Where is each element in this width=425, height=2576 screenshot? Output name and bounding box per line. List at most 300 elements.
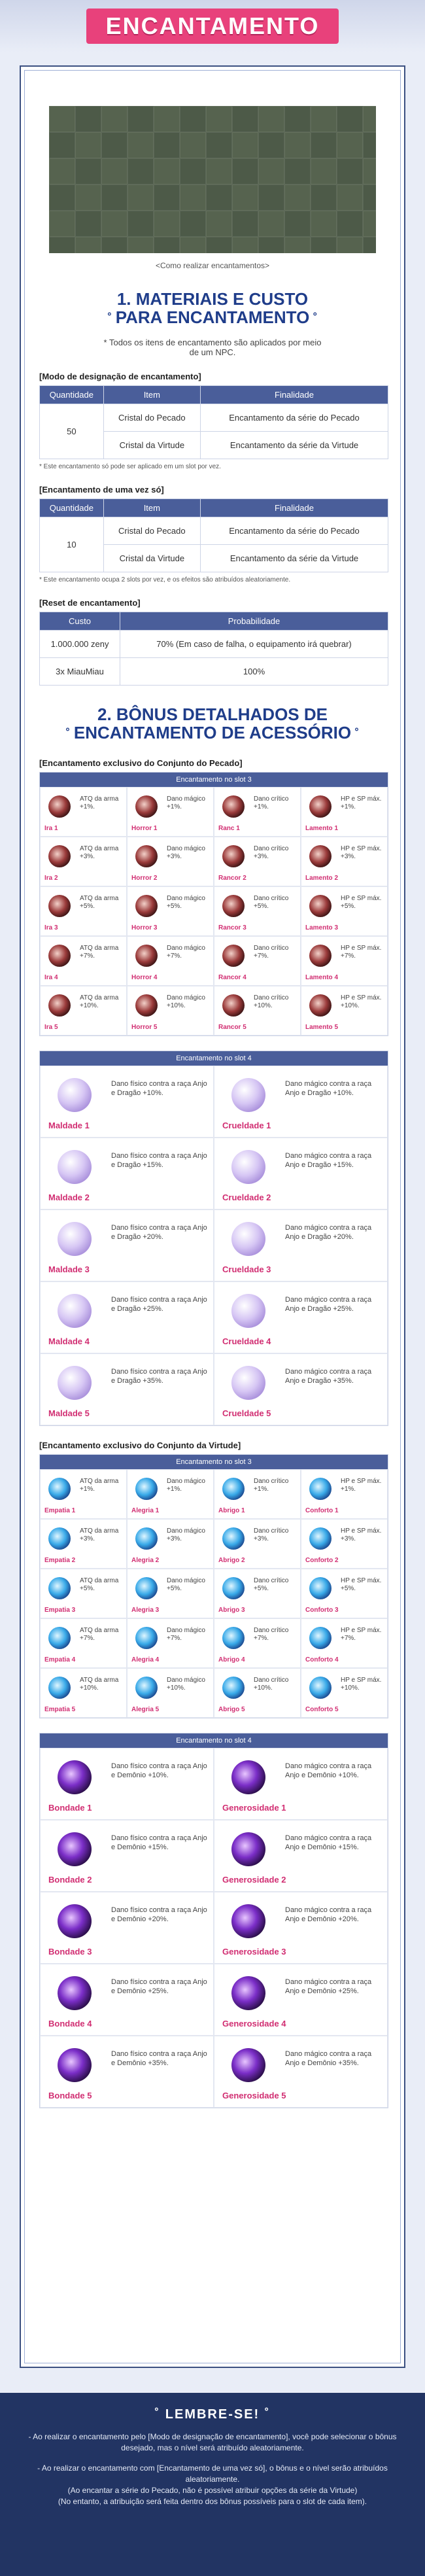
enchant-orb-icon bbox=[231, 1078, 265, 1112]
item-cell: Cristal do Pecado bbox=[103, 404, 200, 432]
enchant-name: Generosidade 4 bbox=[222, 2019, 286, 2028]
enchant-orb-icon bbox=[222, 1577, 245, 1599]
designation-heading: [Modo de designação de encantamento] bbox=[39, 372, 201, 381]
map-tile bbox=[206, 158, 232, 184]
map-tile bbox=[75, 237, 101, 253]
map-tile bbox=[258, 158, 284, 184]
enchant-orb-icon bbox=[48, 945, 71, 967]
enchant-desc: ATQ da arma +5%. bbox=[80, 895, 119, 910]
enchant-name: Crueldade 3 bbox=[222, 1264, 271, 1274]
enchant-cell bbox=[214, 986, 301, 1036]
enchant-orb-icon bbox=[135, 845, 158, 867]
enchant-orb-icon bbox=[309, 845, 332, 867]
map-tile bbox=[337, 158, 363, 184]
enchant-desc: HP e SP máx. +7%. bbox=[341, 1627, 382, 1642]
map-tile bbox=[311, 158, 337, 184]
purpose-cell: Encantamento da série da Virtude bbox=[201, 545, 388, 572]
enchant-desc: Dano mágico contra a raça Anjo e Dragão +10%. bbox=[285, 1080, 372, 1097]
enchant-cell bbox=[214, 886, 301, 936]
enchant-cell bbox=[301, 1668, 388, 1718]
enchant-desc: HP e SP máx. +5%. bbox=[341, 895, 382, 910]
star-icon: ˚ bbox=[154, 2407, 165, 2422]
section1-title-line2: PARA ENCANTAMENTO bbox=[115, 307, 310, 327]
enchant-name: Bondade 4 bbox=[48, 2019, 92, 2028]
enchant-cell bbox=[40, 1353, 214, 1425]
enchant-orb-icon bbox=[231, 1904, 265, 1938]
map-tile bbox=[49, 237, 75, 253]
item-cell: Cristal da Virtude bbox=[103, 545, 200, 572]
enchant-desc: Dano crítico +10%. bbox=[254, 994, 289, 1009]
purpose-cell: Encantamento da série do Pecado bbox=[201, 404, 388, 432]
enchant-orb-icon bbox=[231, 2048, 265, 2082]
enchant-orb-icon bbox=[309, 1627, 332, 1649]
enchant-name: Maldade 4 bbox=[48, 1336, 90, 1346]
enchant-name: Generosidade 5 bbox=[222, 2091, 286, 2100]
enchant-orb-icon bbox=[48, 1677, 71, 1699]
enchant-orb-icon bbox=[135, 795, 158, 818]
enchant-name: Crueldade 1 bbox=[222, 1121, 271, 1130]
enchant-cell bbox=[214, 1892, 388, 1964]
enchant-orb-icon bbox=[135, 1577, 158, 1599]
map-tile bbox=[337, 237, 363, 253]
enchant-cell bbox=[214, 936, 301, 986]
enchant-desc: ATQ da arma +10%. bbox=[80, 1677, 119, 1692]
enchant-orb-icon bbox=[58, 1294, 92, 1328]
enchant-orb-icon bbox=[231, 1976, 265, 2010]
enchant-desc: HP e SP máx. +5%. bbox=[341, 1577, 382, 1592]
enchant-desc: Dano mágico contra a raça Anjo e Demônio +35%. bbox=[285, 2050, 372, 2067]
enchant-cell bbox=[214, 1964, 388, 2036]
enchant-desc: HP e SP máx. +10%. bbox=[341, 1677, 382, 1692]
enchant-desc: Dano físico contra a raça Anjo e Demônio +15%. bbox=[111, 1834, 207, 1851]
page-title: ENCANTAMENTO bbox=[86, 9, 339, 44]
enchant-cell bbox=[40, 1138, 214, 1210]
enchant-orb-icon bbox=[58, 1222, 92, 1256]
enchant-desc: Dano mágico +5%. bbox=[167, 895, 205, 910]
enchant-cell bbox=[214, 1138, 388, 1210]
map-tile bbox=[337, 184, 363, 211]
map-tile bbox=[258, 106, 284, 132]
enchant-cell bbox=[40, 886, 127, 936]
enchant-orb-icon bbox=[231, 1150, 265, 1184]
enchant-cell bbox=[214, 1469, 301, 1519]
enchant-cell bbox=[301, 1519, 388, 1569]
star-icon: ˚ bbox=[107, 312, 116, 326]
virtue-slot3-grid bbox=[40, 1469, 388, 1718]
enchant-cell bbox=[127, 986, 214, 1036]
map-tile bbox=[75, 106, 101, 132]
col-header: Quantidade bbox=[40, 386, 104, 404]
enchant-orb-icon bbox=[58, 1760, 92, 1794]
enchant-cell bbox=[127, 837, 214, 886]
enchant-cell bbox=[214, 1569, 301, 1618]
enchant-desc: Dano crítico +7%. bbox=[254, 945, 289, 960]
map-tile bbox=[363, 237, 376, 253]
enchant-desc: Dano mágico contra a raça Anjo e Demônio +25%. bbox=[285, 1978, 372, 1995]
enchant-orb-icon bbox=[231, 1222, 265, 1256]
enchant-orb-icon bbox=[231, 1760, 265, 1794]
map-tile bbox=[206, 237, 232, 253]
map-tile bbox=[101, 132, 128, 158]
enchant-name: Ira 4 bbox=[44, 974, 58, 981]
footer-text-3: (Ao encantar a série do Pecado, não é possível atribuir opções da série da Virtude) bbox=[67, 2486, 358, 2495]
enchant-cell bbox=[40, 986, 127, 1036]
enchant-desc: Dano físico contra a raça Anjo e Dragão +15%. bbox=[111, 1152, 207, 1169]
enchant-desc: ATQ da arma +7%. bbox=[80, 1627, 119, 1642]
enchant-name: Maldade 3 bbox=[48, 1264, 90, 1274]
enchant-orb-icon bbox=[48, 1478, 71, 1500]
enchant-orb-icon bbox=[222, 1677, 245, 1699]
enchant-desc: HP e SP máx. +1%. bbox=[341, 795, 382, 810]
enchant-orb-icon bbox=[309, 795, 332, 818]
enchant-orb-icon bbox=[48, 845, 71, 867]
screenshot-caption: <Como realizar encantamentos> bbox=[155, 261, 270, 270]
star-icon: ˚ bbox=[65, 727, 74, 742]
enchant-name: Lamento 5 bbox=[305, 1024, 339, 1031]
map-tile bbox=[311, 106, 337, 132]
reset-table bbox=[39, 612, 388, 686]
enchant-name: Abrigo 5 bbox=[218, 1706, 245, 1713]
enchant-name: Conforto 3 bbox=[305, 1607, 339, 1614]
enchant-cell bbox=[214, 1519, 301, 1569]
enchant-name: Bondade 3 bbox=[48, 1947, 92, 1957]
enchant-desc: Dano crítico +3%. bbox=[254, 845, 289, 860]
map-tile bbox=[154, 211, 180, 237]
enchant-cell bbox=[214, 1748, 388, 1820]
map-tile bbox=[128, 237, 154, 253]
map-tile bbox=[49, 132, 75, 158]
enchant-cell bbox=[40, 837, 127, 886]
enchant-cell bbox=[40, 1066, 214, 1138]
enchant-name: Alegria 1 bbox=[131, 1507, 160, 1514]
map-tile bbox=[258, 132, 284, 158]
enchant-orb-icon bbox=[58, 1904, 92, 1938]
enchant-name: Bondade 5 bbox=[48, 2091, 92, 2100]
enchant-name: Horror 5 bbox=[131, 1024, 158, 1031]
enchant-orb-icon bbox=[58, 1976, 92, 2010]
map-tile bbox=[49, 106, 75, 132]
map-tile bbox=[311, 184, 337, 211]
enchant-name: Generosidade 2 bbox=[222, 1875, 286, 1885]
enchant-desc: Dano físico contra a raça Anjo e Dragão +25%. bbox=[111, 1296, 207, 1313]
virtue-slot3-panel bbox=[39, 1454, 388, 1718]
map-tile bbox=[363, 132, 376, 158]
enchant-cell bbox=[214, 1066, 388, 1138]
enchant-desc: ATQ da arma +3%. bbox=[80, 845, 119, 860]
enchant-name: Empatia 4 bbox=[44, 1656, 76, 1663]
map-tile bbox=[284, 158, 311, 184]
enchant-orb-icon bbox=[231, 1366, 265, 1400]
enchant-orb-icon bbox=[309, 994, 332, 1017]
enchant-name: Abrigo 2 bbox=[218, 1557, 245, 1564]
enchant-cell bbox=[127, 1668, 214, 1718]
map-tile bbox=[232, 211, 258, 237]
enchant-name: Crueldade 4 bbox=[222, 1336, 271, 1346]
enchant-name: Horror 1 bbox=[131, 825, 158, 832]
enchant-cell bbox=[214, 787, 301, 837]
map-tile bbox=[180, 211, 206, 237]
map-tile bbox=[154, 106, 180, 132]
enchant-desc: HP e SP máx. +10%. bbox=[341, 994, 382, 1009]
enchant-orb-icon bbox=[309, 1677, 332, 1699]
enchant-orb-icon bbox=[309, 895, 332, 917]
sin-slot4-panel bbox=[39, 1051, 388, 1426]
section1-note: * Todos os itens de encantamento são aplicados por meio de um NPC. bbox=[103, 338, 322, 357]
map-tile bbox=[154, 158, 180, 184]
enchant-cell bbox=[214, 1281, 388, 1353]
enchant-orb-icon bbox=[58, 1366, 92, 1400]
enchant-name: Generosidade 1 bbox=[222, 1803, 286, 1813]
slot-title: Encantamento no slot 4 bbox=[40, 1051, 388, 1066]
map-tile bbox=[284, 184, 311, 211]
section2-title bbox=[21, 705, 404, 744]
enchant-name: Bondade 2 bbox=[48, 1875, 92, 1885]
enchant-orb-icon bbox=[135, 1527, 158, 1550]
map-tile bbox=[284, 211, 311, 237]
enchant-orb-icon bbox=[309, 1478, 332, 1500]
map-tile bbox=[75, 158, 101, 184]
map-tile bbox=[180, 132, 206, 158]
enchant-desc: Dano crítico +10%. bbox=[254, 1677, 289, 1692]
item-cell: Cristal da Virtude bbox=[103, 432, 200, 459]
enchant-desc: Dano físico contra a raça Anjo e Dragão +35%. bbox=[111, 1368, 207, 1385]
map-tile bbox=[49, 184, 75, 211]
enchant-name: Alegria 3 bbox=[131, 1607, 160, 1614]
designation-note: * Este encantamento só pode ser aplicado em um slot por vez. bbox=[39, 463, 221, 470]
footer-title: LEMBRE-SE! bbox=[165, 2407, 260, 2422]
section1-title-line1: 1. MATERIAIS E CUSTO bbox=[116, 289, 309, 309]
enchant-orb-icon bbox=[222, 1527, 245, 1550]
map-tile bbox=[232, 106, 258, 132]
enchant-cell bbox=[301, 936, 388, 986]
enchant-cell bbox=[40, 1469, 127, 1519]
enchant-name: Horror 3 bbox=[131, 924, 158, 931]
enchant-orb-icon bbox=[231, 1294, 265, 1328]
map-tile bbox=[101, 106, 128, 132]
purpose-cell: Encantamento da série do Pecado bbox=[201, 517, 388, 545]
map-tile bbox=[363, 184, 376, 211]
enchant-cell bbox=[40, 1210, 214, 1281]
enchant-desc: Dano mágico +10%. bbox=[167, 994, 205, 1009]
enchant-orb-icon bbox=[222, 795, 245, 818]
map-tile bbox=[232, 132, 258, 158]
enchant-cell bbox=[40, 1892, 214, 1964]
enchant-name: Crueldade 5 bbox=[222, 1408, 271, 1418]
enchant-name: Ira 5 bbox=[44, 1024, 58, 1031]
enchant-name: Ira 2 bbox=[44, 875, 58, 882]
map-tile bbox=[101, 237, 128, 253]
enchant-cell bbox=[40, 1748, 214, 1820]
enchant-name: Conforto 5 bbox=[305, 1706, 339, 1713]
enchant-name: Horror 2 bbox=[131, 875, 158, 882]
enchant-desc: Dano crítico +3%. bbox=[254, 1527, 289, 1542]
section2-title-line1: 2. BÔNUS DETALHADOS DE bbox=[97, 705, 328, 724]
enchant-name: Ranc 1 bbox=[218, 825, 240, 832]
once-table bbox=[39, 498, 388, 572]
enchant-name: Abrigo 1 bbox=[218, 1507, 245, 1514]
enchant-desc: ATQ da arma +5%. bbox=[80, 1577, 119, 1592]
enchant-desc: HP e SP máx. +7%. bbox=[341, 945, 382, 960]
enchant-desc: Dano crítico +7%. bbox=[254, 1627, 289, 1642]
enchant-name: Ira 3 bbox=[44, 924, 58, 931]
footer-text-4: (No entanto, a atribuição será feita dentro dos bônus possíveis para o slot de cada item). bbox=[58, 2497, 367, 2506]
enchant-cell bbox=[214, 837, 301, 886]
map-tile bbox=[101, 211, 128, 237]
col-header: Probabilidade bbox=[120, 612, 388, 631]
enchant-cell bbox=[40, 1281, 214, 1353]
reset-heading: [Reset de encantamento] bbox=[39, 598, 141, 608]
enchant-desc: Dano físico contra a raça Anjo e Demônio +10%. bbox=[111, 1762, 207, 1779]
enchant-orb-icon bbox=[48, 895, 71, 917]
map-tile bbox=[337, 106, 363, 132]
map-tile bbox=[363, 106, 376, 132]
map-tile bbox=[180, 184, 206, 211]
enchant-name: Conforto 4 bbox=[305, 1656, 339, 1663]
enchant-cell bbox=[301, 886, 388, 936]
enchant-orb-icon bbox=[135, 895, 158, 917]
enchant-name: Ira 1 bbox=[44, 825, 58, 832]
enchant-name: Abrigo 3 bbox=[218, 1607, 245, 1614]
enchant-name: Alegria 4 bbox=[131, 1656, 160, 1663]
map-tile bbox=[284, 106, 311, 132]
enchant-orb-icon bbox=[222, 895, 245, 917]
enchant-name: Lamento 4 bbox=[305, 974, 339, 981]
enchant-cell bbox=[40, 787, 127, 837]
enchant-desc: Dano mágico contra a raça Anjo e Demônio +15%. bbox=[285, 1834, 372, 1851]
quantity-cell: 50 bbox=[40, 404, 104, 459]
enchant-desc: Dano físico contra a raça Anjo e Dragão +10%. bbox=[111, 1080, 207, 1097]
enchant-name: Empatia 5 bbox=[44, 1706, 76, 1713]
map-tile bbox=[101, 184, 128, 211]
col-header: Item bbox=[103, 386, 200, 404]
enchant-name: Horror 4 bbox=[131, 974, 158, 981]
map-tile bbox=[75, 184, 101, 211]
map-tile bbox=[154, 132, 180, 158]
enchant-cell bbox=[301, 1469, 388, 1519]
designation-table bbox=[39, 385, 388, 459]
enchant-orb-icon bbox=[48, 1627, 71, 1649]
prob-cell: 100% bbox=[120, 658, 388, 686]
sin-heading: [Encantamento exclusivo do Conjunto do Pecado] bbox=[39, 758, 243, 768]
enchant-name: Lamento 2 bbox=[305, 875, 339, 882]
map-tile bbox=[258, 211, 284, 237]
map-tile bbox=[311, 132, 337, 158]
map-tile bbox=[128, 106, 154, 132]
enchant-cell bbox=[301, 1618, 388, 1668]
enchant-orb-icon bbox=[58, 1832, 92, 1866]
footer-text-1: - Ao realizar o encantamento pelo [Modo de designação de encantamento], você pode selecionar o bônus desejado, mas o nível será atribuído aleatoriamente. bbox=[28, 2432, 397, 2452]
enchant-desc: ATQ da arma +10%. bbox=[80, 994, 119, 1009]
map-tile bbox=[180, 158, 206, 184]
enchant-name: Lamento 3 bbox=[305, 924, 339, 931]
enchant-name: Abrigo 4 bbox=[218, 1656, 245, 1663]
enchant-orb-icon bbox=[48, 1577, 71, 1599]
enchant-cell bbox=[127, 1618, 214, 1668]
enchant-orb-icon bbox=[222, 845, 245, 867]
enchant-name: Maldade 5 bbox=[48, 1408, 90, 1418]
map-tile bbox=[258, 184, 284, 211]
map-tile bbox=[284, 132, 311, 158]
enchant-name: Rancor 4 bbox=[218, 974, 246, 981]
enchant-cell bbox=[40, 1820, 214, 1892]
enchant-orb-icon bbox=[222, 1627, 245, 1649]
enchant-orb-icon bbox=[58, 2048, 92, 2082]
purpose-cell: Encantamento da série da Virtude bbox=[201, 432, 388, 459]
map-tile bbox=[206, 106, 232, 132]
top-banner bbox=[0, 0, 425, 52]
enchant-name: Crueldade 2 bbox=[222, 1192, 271, 1202]
slot-title: Encantamento no slot 4 bbox=[40, 1733, 388, 1748]
enchant-cell bbox=[301, 1569, 388, 1618]
enchant-desc: ATQ da arma +7%. bbox=[80, 945, 119, 960]
enchant-cell bbox=[214, 1618, 301, 1668]
once-heading: [Encantamento de uma vez só] bbox=[39, 485, 164, 495]
map-tile bbox=[232, 237, 258, 253]
map-tile bbox=[101, 158, 128, 184]
enchant-desc: Dano mágico +7%. bbox=[167, 945, 205, 960]
star-icon: ˚ bbox=[260, 2407, 271, 2422]
sin-slot3-grid bbox=[40, 787, 388, 1036]
map-tile bbox=[232, 184, 258, 211]
virtue-slot4-grid bbox=[40, 1748, 388, 2108]
enchant-desc: Dano mágico +3%. bbox=[167, 845, 205, 860]
enchant-desc: Dano físico contra a raça Anjo e Dragão +20%. bbox=[111, 1224, 207, 1241]
enchant-cell bbox=[127, 886, 214, 936]
enchant-name: Bondade 1 bbox=[48, 1803, 92, 1813]
enchant-desc: Dano crítico +5%. bbox=[254, 895, 289, 910]
enchant-desc: ATQ da arma +3%. bbox=[80, 1527, 119, 1542]
enchant-name: Empatia 3 bbox=[44, 1607, 76, 1614]
quantity-cell: 10 bbox=[40, 517, 104, 572]
enchant-desc: ATQ da arma +1%. bbox=[80, 795, 119, 810]
enchant-orb-icon bbox=[135, 1627, 158, 1649]
col-header: Finalidade bbox=[201, 499, 388, 517]
map-tile bbox=[154, 184, 180, 211]
col-header: Quantidade bbox=[40, 499, 104, 517]
content-sheet bbox=[20, 65, 405, 2368]
enchant-desc: Dano crítico +1%. bbox=[254, 795, 289, 810]
enchant-desc: Dano mágico +1%. bbox=[167, 1478, 205, 1493]
enchant-desc: Dano crítico +1%. bbox=[254, 1478, 289, 1493]
enchant-orb-icon bbox=[58, 1078, 92, 1112]
map-tile bbox=[206, 211, 232, 237]
map-tile bbox=[49, 158, 75, 184]
map-tile bbox=[311, 237, 337, 253]
enchant-name: Rancor 3 bbox=[218, 924, 246, 931]
enchant-cell bbox=[40, 2036, 214, 2108]
enchant-cell bbox=[127, 1469, 214, 1519]
enchant-name: Empatia 2 bbox=[44, 1557, 76, 1564]
once-note: * Este encantamento ocupa 2 slots por vez, e os efeitos são atribuídos aleatoriamente. bbox=[39, 576, 291, 583]
map-tile bbox=[363, 158, 376, 184]
enchant-desc: Dano mágico +10%. bbox=[167, 1677, 205, 1692]
enchant-cell bbox=[214, 1210, 388, 1281]
enchant-orb-icon bbox=[135, 1677, 158, 1699]
enchant-cell bbox=[40, 1569, 127, 1618]
enchant-cell bbox=[301, 837, 388, 886]
enchant-name: Lamento 1 bbox=[305, 825, 339, 832]
enchant-desc: Dano mágico contra a raça Anjo e Dragão +20%. bbox=[285, 1224, 372, 1241]
enchant-name: Rancor 5 bbox=[218, 1024, 246, 1031]
map-tile bbox=[232, 158, 258, 184]
slot-title: Encantamento no slot 3 bbox=[40, 1455, 388, 1469]
enchant-orb-icon bbox=[58, 1150, 92, 1184]
sin-slot3-panel bbox=[39, 772, 388, 1036]
prob-cell: 70% (Em caso de falha, o equipamento irá quebrar) bbox=[120, 631, 388, 658]
sin-slot4-grid bbox=[40, 1066, 388, 1425]
enchant-name: Alegria 2 bbox=[131, 1557, 160, 1564]
enchant-cell bbox=[40, 1668, 127, 1718]
